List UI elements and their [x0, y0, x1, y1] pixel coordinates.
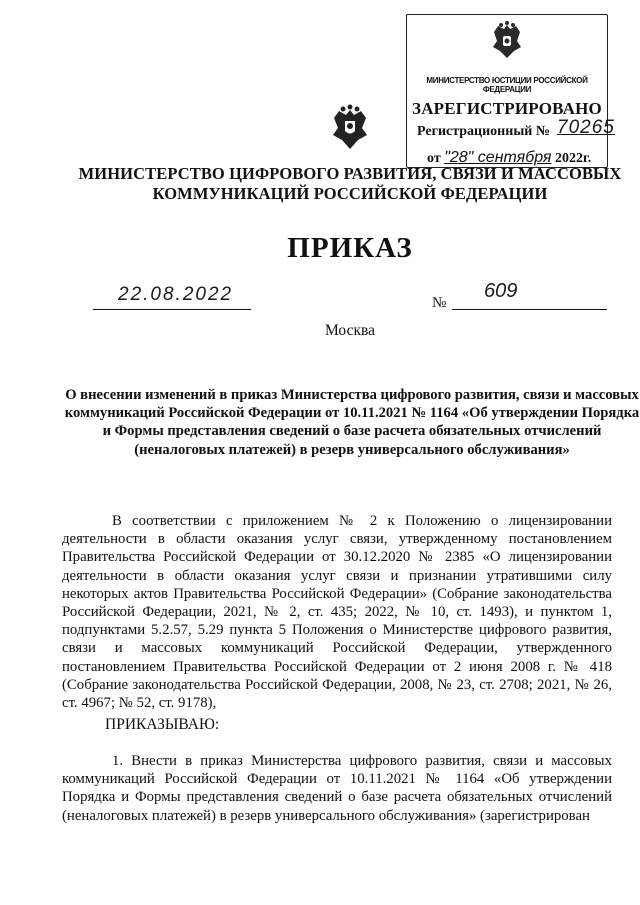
stamp-date-handwritten: "28" сентября [444, 149, 552, 166]
item-1-paragraph: 1. Внести в приказ Министерства цифрового развития, связи и массовых коммуникаций Российской Федерации от 10.11.2021 № 1164 «Об утверждении Порядка и Формы представления сведений о базе расчета обязательных отчислений (неналоговых платежей) в резерв универсального обслуживания» (зарегистрирован [62, 753, 612, 824]
stamp-coat-of-arms-icon [490, 21, 524, 61]
order-number: 609 [484, 280, 518, 302]
number-label: № [432, 295, 447, 311]
order-subject: О внесении изменений в приказ Министерства цифрового развития, связи и массовых коммуникаций Российской Федерации от 10.11.2021 № 1164 «Об утверждении Порядка и Формы представления сведений о базе расчета обязательных отчислений (неналоговых платежей) в резерв универсального обслуживания» [64, 387, 640, 458]
document-type: ПРИКАЗ [287, 232, 413, 264]
stamp-status: ЗАРЕГИСТРИРОВАНО [412, 99, 602, 118]
coat-of-arms-icon [330, 104, 370, 152]
stamp-reg-label: Регистрационный № [417, 124, 550, 139]
stamp-date-prefix: от [427, 151, 441, 166]
order-date: 22.08.2022 [118, 284, 234, 305]
order-word: ПРИКАЗЫВАЮ: [105, 716, 220, 733]
stamp-reg-number: 70265 [557, 117, 615, 138]
stamp-year: 2022г. [554, 151, 592, 166]
registration-stamp [406, 14, 615, 168]
city: Москва [325, 322, 375, 339]
date-underline [93, 309, 251, 310]
ministry-name: МИНИСТЕРСТВО ЦИФРОВОГО РАЗВИТИЯ, СВЯЗИ И МАССОВЫХ КОММУНИКАЦИЙ РОССИЙСКОЙ ФЕДЕРАЦИИ [78, 164, 622, 203]
number-underline [452, 309, 607, 310]
stamp-ministry-name: МИНИСТЕРСТВО ЮСТИЦИИ РОССИЙСКОЙ ФЕДЕРАЦИИ [426, 76, 588, 94]
preamble-paragraph: В соответствии с приложением № 2 к Положению о лицензировании деятельности в области оказания услуг связи, утвержденному постановлением Правительства Российской Федерации от 30.12.2020 № 2385 «О лицензировании деятельности в области оказания услуг связи и признании утратившими силу некоторых актов Правительства Российской Федерации» (Собрание законодательства Российской Федерации, 2021, № 2, ст. 435; 2022, № 10, ст. 1493), и пунктом 1, подпунктами 5.2.57, 5.29 пункта 5 Положения о Министерстве цифрового развития, связи и массовых коммуникаций Российской Федерации, утвержденного постановлением Правительства Российской Федерации от 2 июня 2008 г. № 418 (Собрание законодательства Российской Федерации, 2008, № 23, ст. 2708; 2021, № 26, ст. 4967; № 52, ст. 9178), [62, 513, 612, 712]
